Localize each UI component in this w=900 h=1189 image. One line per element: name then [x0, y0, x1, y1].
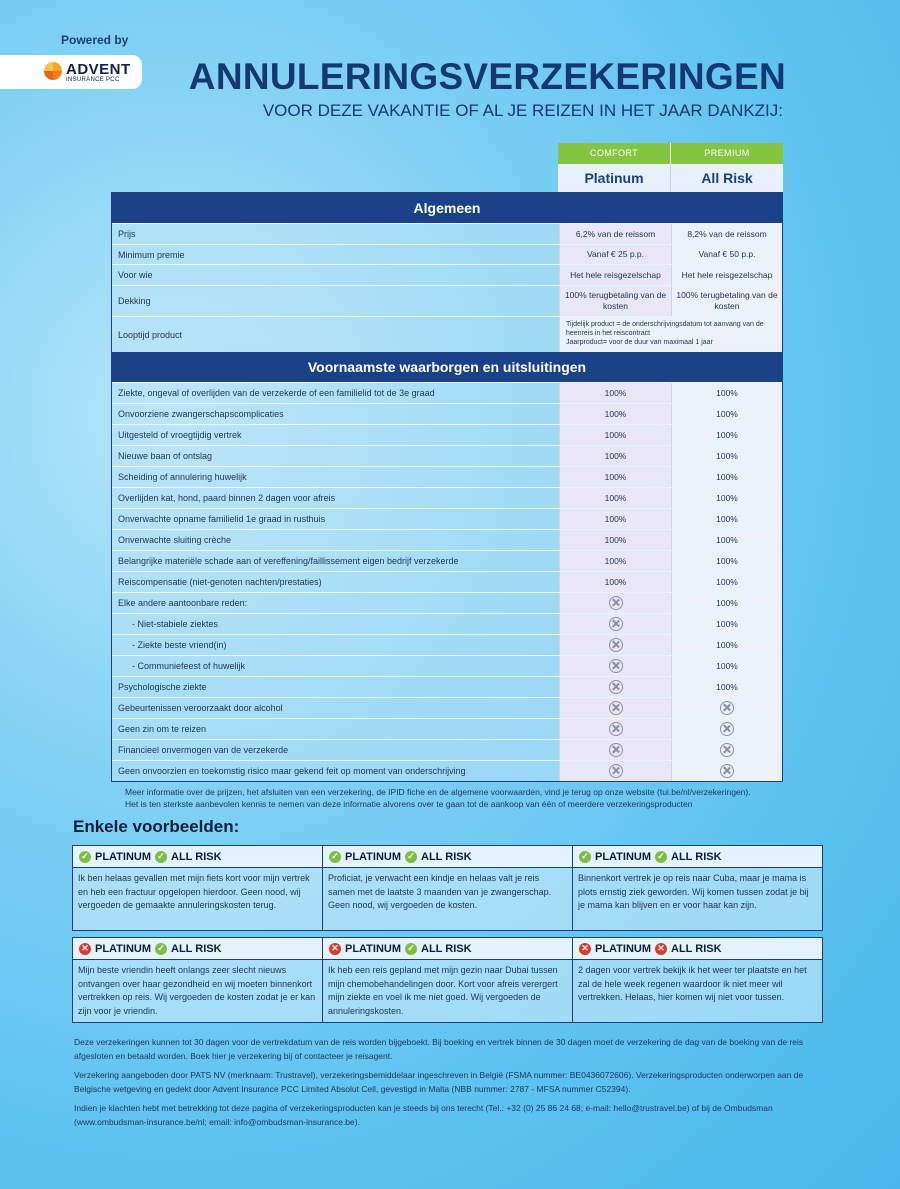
- allrisk-value: 100%: [671, 530, 782, 550]
- check-icon: ✓: [655, 851, 667, 863]
- table-row: [112, 760, 782, 781]
- row-label: Belangrijke materiële schade aan of vereffening/faillissement eigen bedrijf verzekerde: [118, 556, 459, 566]
- row-label: - Niet-stabiele ziektes: [132, 619, 219, 629]
- example-text: 2 dagen voor vertrek bekijk ik het weer ter plaatste en het zal de hele week regenen waardoor ik niet meer wil vertrekken. Helaas, hier komen wij niet voor tussen.: [578, 965, 807, 1002]
- page-subtitle: VOOR DEZE VAKANTIE OF AL JE REIZEN IN HET JAAR DANKZIJ:: [262, 101, 783, 120]
- platinum-value: [559, 656, 671, 676]
- info-note-line: Het is ten sterkste aanbevolen kennis te nemen van deze informatie alvorens over te gaan tot de aankoop van één of meerdere verzekeringsproducten: [125, 799, 693, 810]
- platinum-label: PLATINUM: [95, 942, 152, 955]
- examples-row: [72, 845, 823, 931]
- example-text: Proficiat, je verwacht een kindje en helaas valt je reis samen met de laatste 3 maanden van je zwangerschap. Geen nood, wij vergoeden de kosten.: [328, 873, 552, 910]
- footer: [74, 1036, 819, 1136]
- row-label: Psychologische ziekte: [118, 682, 207, 692]
- footer-paragraph: Deze verzekeringen kunnen tot 30 dagen voor de vertrekdatum van de reis worden bijgeboekt. Bij boeking en vertrek binnen de 30 dagen moet de verzekering de dag van de boeking van de reis afgesloten en betaald worden. Boek hier je verzekering bij of contacteer je reisagent.: [74, 1037, 804, 1061]
- row-label: Looptijd product: [118, 329, 183, 340]
- not-covered-icon: [609, 617, 623, 631]
- platinum-value: 6,2% van de reissom: [559, 224, 671, 244]
- platinum-label: PLATINUM: [345, 850, 402, 863]
- platinum-value: 100%: [559, 488, 671, 508]
- platinum-label: PLATINUM: [345, 942, 402, 955]
- advent-logo-mark-icon: [44, 62, 62, 80]
- check-icon: ✓: [155, 943, 167, 955]
- cross-icon: ✕: [79, 943, 91, 955]
- check-icon: ✓: [405, 943, 417, 955]
- allrisk-value: 100% terugbetaling van de kosten: [671, 286, 782, 316]
- allrisk-value: Het hele reisgezelschap: [671, 265, 782, 285]
- example-header: [73, 846, 322, 868]
- platinum-value: 100%: [559, 446, 671, 466]
- plan-name-allrisk: All Risk: [670, 164, 783, 192]
- row-label: Ziekte, ongeval of overlijden van de verzekerde of een familielid tot de 3e graad: [118, 388, 435, 398]
- allrisk-value: 100%: [671, 509, 782, 529]
- platinum-value: 100%: [559, 572, 671, 592]
- advent-logo: [0, 55, 142, 89]
- example-card: [572, 938, 822, 1022]
- platinum-label: PLATINUM: [595, 942, 652, 955]
- table-row: [112, 244, 782, 264]
- table-row: [112, 592, 782, 613]
- plan-tag-comfort: COMFORT: [558, 143, 670, 164]
- example-card: [73, 846, 322, 930]
- logo-name: ADVENT: [66, 60, 131, 78]
- table-row: [112, 718, 782, 739]
- example-header: [323, 846, 572, 868]
- table-row: [112, 634, 782, 655]
- row-label: Gebeurtenissen veroorzaakt door alcohol: [118, 703, 283, 713]
- table-row: [112, 571, 782, 592]
- allrisk-value: 100%: [671, 677, 782, 697]
- check-icon: ✓: [405, 851, 417, 863]
- example-text: Ik ben helaas gevallen met mijn fiets kort voor mijn vertrek en heb een fractuur opgelopen hierdoor. Geen nood, wij vergoeden de gemaakte annuleringskosten terug.: [78, 873, 310, 910]
- allrisk-label: ALL RISK: [171, 850, 222, 863]
- platinum-value: [559, 740, 671, 760]
- example-header: [573, 938, 822, 960]
- plan-header: [558, 143, 783, 192]
- platinum-value: 100%: [559, 404, 671, 424]
- row-label: - Ziekte beste vriend(in): [132, 640, 227, 650]
- table-row: [112, 424, 782, 445]
- allrisk-value: 100%: [671, 614, 782, 634]
- cross-icon: ✕: [329, 943, 341, 955]
- info-note: [125, 786, 785, 811]
- table-row: [112, 264, 782, 285]
- allrisk-value: Vanaf € 50 p.p.: [671, 245, 782, 264]
- row-label: Onverwachte sluiting crèche: [118, 535, 232, 545]
- allrisk-value: 100%: [671, 488, 782, 508]
- platinum-value: 100%: [559, 383, 671, 403]
- platinum-value: [559, 677, 671, 697]
- row-label: Elke andere aantoonbare reden:: [118, 598, 248, 608]
- platinum-value: 100%: [559, 425, 671, 445]
- allrisk-value: 100%: [671, 467, 782, 487]
- duration-cell: [559, 317, 782, 352]
- allrisk-label: ALL RISK: [421, 850, 472, 863]
- allrisk-value: [671, 761, 782, 781]
- table-row: [112, 739, 782, 760]
- example-card: [572, 846, 822, 930]
- footer-paragraph: Verzekering aangeboden door PATS NV (merknaam: Trustravel), verzekeringsbemiddelaar ingeschreven in België (FSMA nummer: BE0436072606). Verzekeringsproducten onderworpen aan de Belgische wetgeving en gedekt door Advent Insurance PCC Limited Absolut Cell, gevestigd in Malta (NBB nummer: 2787 - MFSA nummer C52394).: [74, 1070, 804, 1094]
- row-label: Scheiding of annulering huwelijk: [118, 472, 247, 482]
- example-card: [322, 938, 572, 1022]
- duration-line: Tijdelijk product = de onderschrijvingsdatum tot aanvang van de heenreis in het reiscontract: [566, 321, 764, 338]
- platinum-label: PLATINUM: [95, 850, 152, 863]
- allrisk-label: ALL RISK: [671, 942, 722, 955]
- platinum-label: PLATINUM: [595, 850, 652, 863]
- check-icon: ✓: [579, 851, 591, 863]
- row-label: Minimum premie: [118, 249, 185, 260]
- plan-tag-premium: PREMIUM: [670, 143, 783, 164]
- row-label: Onvoorziene zwangerschapscomplicaties: [118, 409, 284, 419]
- platinum-value: [559, 719, 671, 739]
- platinum-value: 100%: [559, 467, 671, 487]
- platinum-value: [559, 761, 671, 781]
- section-coverage-title: Voornaamste waarborgen en uitsluitingen: [112, 352, 782, 382]
- row-label: Nieuwe baan of ontslag: [118, 451, 213, 461]
- example-card: [322, 846, 572, 930]
- table-row: [112, 285, 782, 316]
- example-header: [573, 846, 822, 868]
- cross-icon: ✕: [579, 943, 591, 955]
- allrisk-value: [671, 719, 782, 739]
- check-icon: ✓: [155, 851, 167, 863]
- powered-by-label: Powered by: [61, 33, 129, 47]
- table-row: [112, 403, 782, 424]
- platinum-value: Het hele reisgezelschap: [559, 265, 671, 285]
- page-title: ANNULERINGSVERZEKERINGEN: [188, 56, 786, 97]
- allrisk-value: 100%: [671, 656, 782, 676]
- row-label: Voor wie: [118, 270, 153, 280]
- allrisk-value: [671, 740, 782, 760]
- platinum-value: 100%: [559, 530, 671, 550]
- row-label: Financieel onvermogen van de verzekerde: [118, 745, 289, 755]
- example-card: [73, 938, 322, 1022]
- not-covered-icon: [609, 659, 623, 673]
- allrisk-value: 8,2% van de reissom: [671, 224, 782, 244]
- example-header: [73, 938, 322, 960]
- row-label: Dekking: [118, 296, 151, 306]
- platinum-value: 100%: [559, 509, 671, 529]
- example-header: [323, 938, 572, 960]
- table-row: [112, 655, 782, 676]
- table-row: [112, 223, 782, 244]
- not-covered-icon: [720, 722, 734, 736]
- row-label: - Communiefeest of huwelijk: [132, 661, 246, 671]
- row-label: Uitgesteld of vroegtijdig vertrek: [118, 430, 242, 440]
- not-covered-icon: [609, 596, 623, 610]
- table-row: [112, 613, 782, 634]
- platinum-value: 100%: [559, 551, 671, 571]
- row-label: Onverwachte opname familielid 1e graad in rusthuis: [118, 514, 326, 524]
- table-row: [112, 466, 782, 487]
- not-covered-icon: [609, 722, 623, 736]
- not-covered-icon: [609, 638, 623, 652]
- cross-icon: ✕: [655, 943, 667, 955]
- row-label: Geen onvoorzien en toekomstig risico maar gekend feit op moment van onderschrijving: [118, 766, 466, 776]
- platinum-value: [559, 698, 671, 718]
- platinum-value: 100% terugbetaling van de kosten: [559, 286, 671, 316]
- not-covered-icon: [609, 680, 623, 694]
- table-row: [112, 382, 782, 403]
- allrisk-value: 100%: [671, 572, 782, 592]
- allrisk-value: 100%: [671, 635, 782, 655]
- table-row: [112, 445, 782, 466]
- allrisk-label: ALL RISK: [171, 942, 222, 955]
- example-text: Ik heb een reis gepland met mijn gezin naar Dubai tussen mijn chemobehandelingen door. Kort voor afreis verergert mijn ziekte en voel ik me niet goed. Wij vergoeden de annuleringskosten.: [328, 965, 558, 1016]
- allrisk-value: 100%: [671, 425, 782, 445]
- platinum-value: [559, 635, 671, 655]
- platinum-value: [559, 593, 671, 613]
- example-text: Mijn beste vriendin heeft onlangs zeer slecht nieuws ontvangen over haar gezondheid en wij moeten binnenkort vertrekken op reis. Wij vergoeden de kosten zodat je er kan zijn voor je vriendin.: [78, 965, 316, 1016]
- logo-sub: INSURANCE PCC: [66, 76, 120, 83]
- table-row: [112, 550, 782, 571]
- check-icon: ✓: [329, 851, 341, 863]
- table-row: [112, 316, 782, 352]
- not-covered-icon: [609, 701, 623, 715]
- platinum-value: Vanaf € 25 p.p.: [559, 245, 671, 264]
- example-text: Binnenkort vertrek je op reis naar Cuba, maar je mama is plots ernstig ziek geworden. Wij komen tussen zodat je bij je mama kan blijven en er voor haar kan zijn.: [578, 873, 809, 910]
- row-label: Overlijden kat, hond, paard binnen 2 dagen voor afreis: [118, 493, 336, 503]
- comparison-table: [111, 192, 783, 782]
- allrisk-value: 100%: [671, 593, 782, 613]
- allrisk-value: 100%: [671, 551, 782, 571]
- table-row: [112, 487, 782, 508]
- platinum-value: [559, 614, 671, 634]
- not-covered-icon: [609, 764, 623, 778]
- info-note-line: Meer informatie over de prijzen, het afsluiten van een verzekering, de IPID fiche en de algemene voorwaarden, vind je terug op onze website (tui.be/nl/verzekeringen).: [125, 787, 751, 797]
- allrisk-value: 100%: [671, 383, 782, 403]
- row-label: Reiscompensatie (niet-genoten nachten/prestaties): [118, 577, 322, 587]
- not-covered-icon: [609, 743, 623, 757]
- table-row: [112, 697, 782, 718]
- allrisk-value: 100%: [671, 404, 782, 424]
- table-row: [112, 529, 782, 550]
- duration-line: Jaarproduct= voor de duur van maximaal 1 jaar: [566, 338, 713, 346]
- check-icon: ✓: [79, 851, 91, 863]
- not-covered-icon: [720, 764, 734, 778]
- not-covered-icon: [720, 743, 734, 757]
- allrisk-value: [671, 698, 782, 718]
- allrisk-value: 100%: [671, 446, 782, 466]
- plan-name-platinum: Platinum: [584, 170, 644, 186]
- examples-row: [72, 937, 823, 1023]
- allrisk-label: ALL RISK: [671, 850, 722, 863]
- table-row: [112, 508, 782, 529]
- table-row: [112, 676, 782, 697]
- not-covered-icon: [720, 701, 734, 715]
- row-label: Prijs: [118, 229, 136, 239]
- examples-title: Enkele voorbeelden:: [73, 817, 240, 836]
- row-label: Geen zin om te reizen: [118, 724, 207, 734]
- section-general-title: Algemeen: [112, 193, 782, 223]
- allrisk-label: ALL RISK: [421, 942, 472, 955]
- footer-paragraph: Indien je klachten hebt met betrekking tot deze pagina of verzekeringsproducten kan je steeds bij ons terecht (Tel.: +32 (0) 25 86 24 68; e-mail: hello@trustravel.be) of bij de Ombudsman (www.ombudsman-insurance.be/nl; email: info@ombudsman-insurance.be).: [74, 1103, 773, 1127]
